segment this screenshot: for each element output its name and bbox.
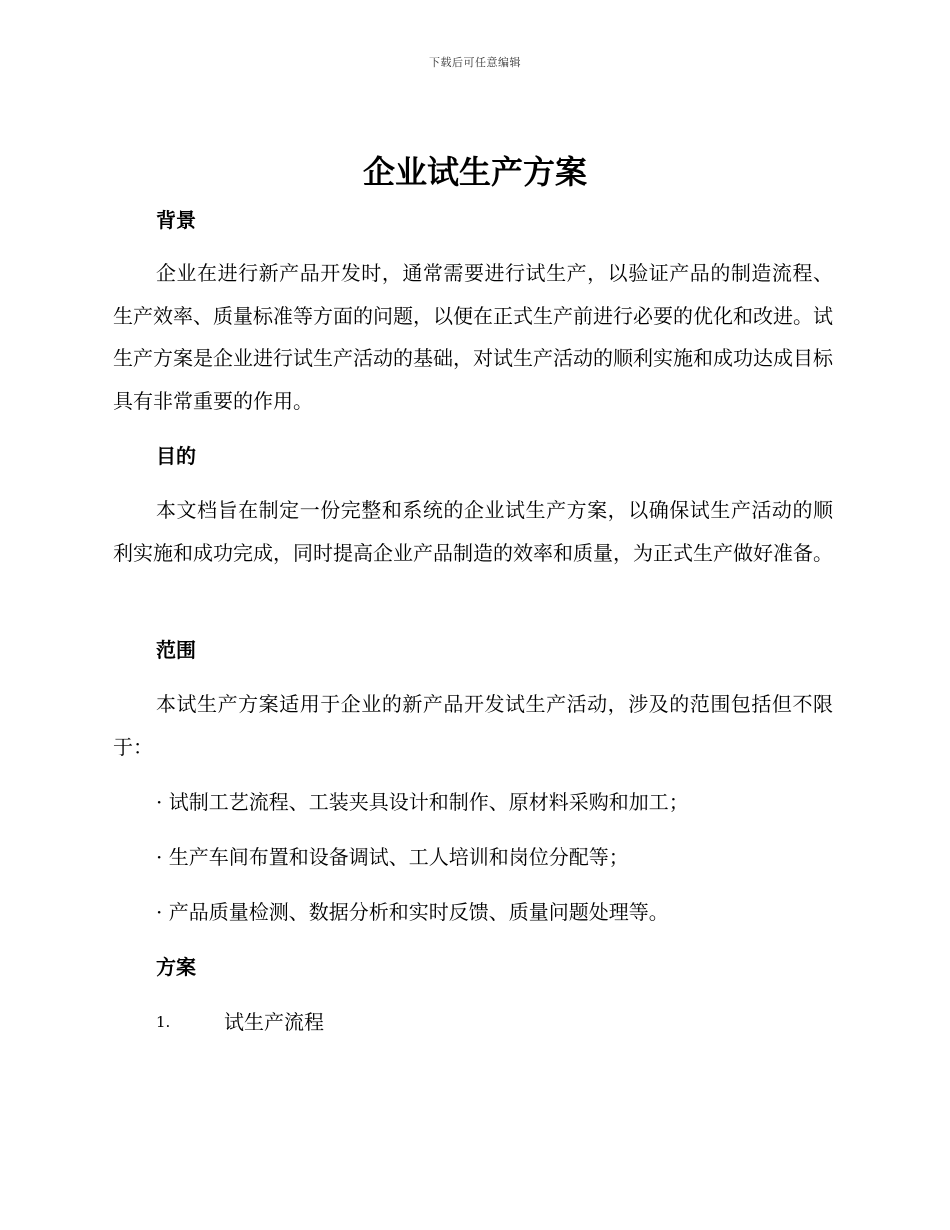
section-heading-scope: 范围 bbox=[156, 638, 196, 662]
numbered-item-text: 试生产流程 bbox=[224, 1010, 324, 1034]
section-heading-background: 背景 bbox=[156, 208, 196, 232]
list-item-bullet: · 生产车间布置和设备调试、工人培训和岗位分配等； bbox=[156, 845, 629, 869]
paragraph-purpose: 本文档旨在制定一份完整和系统的企业试生产方案，以确保试生产活动的顺利实施和成功完成，同时提高企业产品制造的效率和质量，为正式生产做好准备。 bbox=[113, 498, 833, 565]
list-item-bullet: · 产品质量检测、数据分析和实时反馈、质量问题处理等。 bbox=[156, 900, 669, 924]
header-note: 下载后可任意编辑 bbox=[429, 56, 521, 69]
list-item-bullet: · 试制工艺流程、工装夹具设计和制作、原材料采购和加工； bbox=[156, 790, 689, 814]
section-heading-purpose: 目的 bbox=[156, 444, 196, 468]
numbered-item bbox=[156, 1008, 324, 1036]
paragraph-scope: 本试生产方案适用于企业的新产品开发试生产活动，涉及的范围包括但不限于： bbox=[113, 692, 833, 759]
numbered-item-number: 1. bbox=[156, 1013, 171, 1031]
section-heading-plan: 方案 bbox=[156, 955, 196, 979]
document-title: 企业试生产方案 bbox=[362, 153, 587, 191]
paragraph-background: 企业在进行新产品开发时，通常需要进行试生产，以验证产品的制造流程、生产效率、质量标准等方面的问题，以便在正式生产前进行必要的优化和改进。试生产方案是企业进行试生产活动的基础，对试生产活动的顺利实施和成功达成目标具有非常重要的作用。 bbox=[113, 261, 833, 413]
